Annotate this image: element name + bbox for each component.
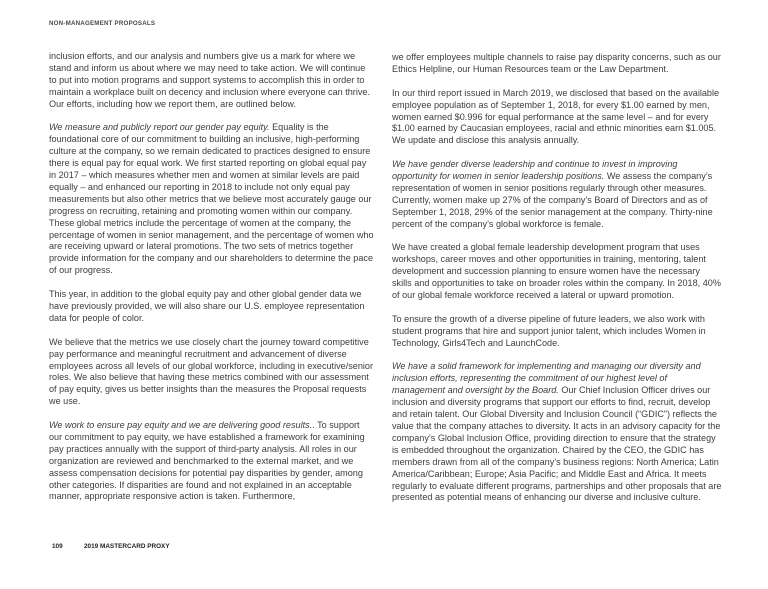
- page-number: 109: [52, 543, 63, 550]
- paragraph: We believe that the metrics we use closely chart the journey toward competitive pay performance and meaningful recruitment and advancement of diverse employees across all levels of our global workforce, including in executive/senior roles. We also believe that having these metrics combined with our assessment of pay equity, gives us better insights than the measures the Proposal requests we use.: [49, 336, 374, 407]
- paragraph: [392, 159, 722, 230]
- paragraph: we offer employees multiple channels to raise pay disparity concerns, such as our Ethics Helpline, our Human Resources team or the Law Department.: [392, 52, 721, 74]
- paragraph: We have created a global female leadership development program that uses workshops, career moves and other opportunities in training, mentoring, talent development and succession planning to ensure women have the necessary skills and opportunities to take on broader roles within the company. In 2018, 40% of our global female workforce received a lateral or upward promotion.: [392, 242, 721, 301]
- paragraph: [392, 361, 722, 504]
- paragraph-body: Equality is the foundational core of our commitment to building an inclusive, high-performing culture at the company, so we remain dedicated to practices designed to ensure there is equal pay for equal work. We first started reporting on global equal pay in 2017 – which measures whether men and women at similar levels are paid equally – and enhanced our reporting in 2018 to include not only equal pay measurements but also other metrics that we believe most accurately gauge our progress on recruiting, retaining and promoting women within our company. These global metrics include the percentage of women at the company, the percentage of women in senior management, and the percentage of women who are receiving upward or lateral promotions. The two sets of metrics together provide information for the company and our shareholders to determine the pace of our progress.: [49, 122, 374, 276]
- paragraph: In our third report issued in March 2019, we disclosed that based on the available employee population as of September 1, 2018, for every $1.00 earned by men, women earned $0.996 for equal performance at the same level – and for every $1.00 earned by Caucasian employees, racial and ethnic minorities earn $1.005. We update and disclose this analysis annually.: [392, 87, 720, 146]
- paragraph: inclusion efforts, and our analysis and numbers give us a mark for where we stand and inform us about where we may need to take action. We will continue to put into motion programs and support systems to accomplish this in order to maintain a workplace built on decency and inclusion where everyone can thrive. Our efforts, including how we report them, are outlined below.: [49, 51, 370, 109]
- left-column: [49, 51, 375, 515]
- paragraph-lead: We have gender diverse leadership and continue to invest in improving opportunity for women in senior leadership positions.: [392, 159, 678, 182]
- paragraph: This year, in addition to the global equity pay and other global gender data we have previously provided, we will also share our U.S. employee representation data for people of color.: [49, 289, 365, 323]
- right-column: [392, 52, 722, 516]
- document-title: 2019 MASTERCARD PROXY: [84, 543, 170, 550]
- paragraph-lead: We measure and publicly report our gender pay equity.: [49, 122, 270, 133]
- section-header: NON-MANAGEMENT PROPOSALS: [49, 20, 156, 27]
- paragraph: [49, 122, 375, 277]
- paragraph-body: We assess the company’s representation of women in senior positions regularly through other measures. Currently, women make up 27% of the company’s Board of Directors and as of September 1, 2018, 29% of the senior management at the company. Thirty-nine percent of the company’s global workforce is female.: [392, 171, 713, 229]
- paragraph-body: Our Chief Inclusion Officer drives our inclusion and diversity programs that support our efforts to find, recruit, develop and retain talent. Our Global Diversity and Inclusion Council (“GDIC”) reflects the value that the company attaches to diversity. It acts in an advisory capacity for the company’s Global Inclusion Office, providing direction to ensure that the strategy is embedded throughout the organization. Chaired by the CEO, the GDIC has members drawn from all of the company’s business regions: North America; Latin America/Caribbean; Europe; Asia Pacific; and Middle East and Africa. It meets regularly to evaluate different programs, partnerships and other proposals that are presented as potential means of enhancing our diverse and inclusive culture.: [392, 385, 722, 503]
- paragraph-lead: We have a solid framework for implementing and managing our diversity and inclusion efforts, representing the commitment of our highest level of management and oversight by the Board.: [392, 361, 701, 396]
- paragraph: To ensure the growth of a diverse pipeline of future leaders, we also work with student programs that hire and support junior talent, which includes Women in Technology, Girls4Tech and LaunchCode.: [392, 313, 706, 348]
- paragraph-lead: We work to ensure pay equity and we are delivering good results.: [49, 420, 313, 431]
- paragraph: [49, 420, 375, 503]
- page-footer: [52, 543, 170, 550]
- paragraph-body: . To support our commitment to pay equity, we have established a framework for examining pay practices annually with the support of third-party analysis. All roles in our organization are reviewed and benchmarked to the external market, and we assess compensation decisions for potential pay disparities by gender, among other categories. If disparities are found and not explained in an acceptable manner, appropriate responsive action is taken. Furthermore,: [49, 420, 365, 502]
